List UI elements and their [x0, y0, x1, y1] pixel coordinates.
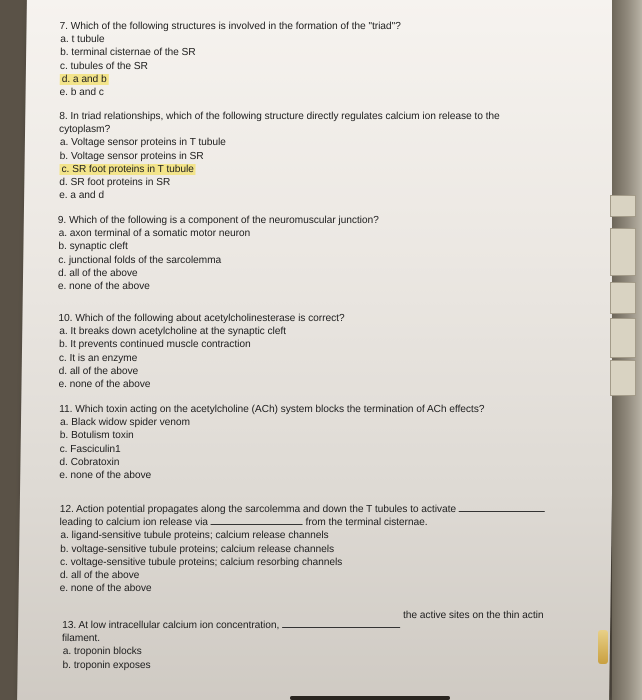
page-tab — [610, 360, 636, 396]
option-c[interactable]: c. junctional folds of the sarcolemma — [58, 254, 222, 266]
option-b[interactable]: b. terminal cisternae of the SR — [60, 47, 196, 59]
option-d[interactable]: d. all of the above — [58, 365, 139, 377]
option-a[interactable]: a. It breaks down acetylcholine at the synaptic cleft — [59, 326, 287, 338]
option-e[interactable]: e. none of the above — [59, 583, 152, 595]
option-a[interactable]: a. Voltage sensor proteins in T tubule — [59, 137, 226, 149]
option-b[interactable]: b. troponin exposes — [62, 659, 151, 671]
option-c[interactable]: c. Fasciculin1 — [59, 443, 121, 455]
question-stem-text: from the terminal cisternae. — [305, 517, 428, 529]
page-tab — [610, 318, 636, 358]
question-stem-text: leading to calcium ion release via — [59, 517, 209, 529]
question-stem-line-2: filament. — [61, 633, 101, 645]
question-11 — [58, 403, 484, 482]
question-stem-text: 13. At low intracellular calcium ion concentration, — [62, 620, 280, 631]
option-c[interactable]: c. tubules of the SR — [59, 60, 148, 72]
option-a[interactable]: a. Black widow spider venom — [59, 417, 191, 429]
question-stem-line-1 — [62, 610, 544, 632]
answer-blank[interactable] — [282, 627, 400, 628]
option-d[interactable]: d. Cobratoxin — [59, 456, 120, 468]
answer-blank-2[interactable] — [211, 524, 303, 525]
question-stem-text: the active sites on the thin actin — [402, 610, 544, 621]
option-d[interactable]: d. all of the above — [57, 267, 138, 279]
question-stem-line-2 — [59, 516, 544, 529]
question-10 — [57, 312, 344, 391]
question-stem: 11. Which toxin acting on the acetylcholine (ACh) system blocks the termination of ACh effects? — [59, 404, 485, 415]
option-b[interactable]: b. It prevents continued muscle contraction — [58, 339, 251, 351]
option-c[interactable]: c. voltage-sensitive tubule proteins; calcium resorbing channels — [59, 556, 343, 568]
question-stem-line-2: cytoplasm? — [58, 124, 111, 136]
option-b[interactable]: b. Botulism toxin — [59, 430, 134, 442]
option-a[interactable]: a. t tubule — [60, 34, 105, 46]
question-9 — [57, 214, 379, 293]
question-12 — [59, 503, 545, 595]
answer-blank-1[interactable] — [459, 511, 545, 512]
option-a[interactable]: a. ligand-sensitive tubule proteins; calcium release channels — [60, 530, 329, 542]
option-b[interactable]: b. voltage-sensitive tubule proteins; calcium release channels — [60, 543, 335, 555]
page-shadow-bar — [290, 696, 450, 700]
option-c-highlighted[interactable]: c. SR foot proteins in T tubule — [61, 163, 194, 175]
question-stem: 9. Which of the following is a component of the neuromuscular junction? — [57, 215, 379, 226]
question-13 — [61, 610, 544, 672]
question-stem-text: 12. Action potential propagates along the sarcolemma and down the T tubules to activate — [59, 504, 457, 515]
option-d[interactable]: d. SR foot proteins in SR — [59, 177, 171, 189]
question-stem-line-1: 8. In triad relationships, which of the following structure directly regulates calcium ion release to the — [59, 111, 500, 122]
option-d[interactable]: d. all of the above — [59, 570, 140, 582]
option-e[interactable]: e. b and c — [59, 87, 104, 99]
page-tab — [610, 195, 636, 217]
question-7 — [59, 20, 401, 99]
option-a[interactable]: a. troponin blocks — [62, 646, 142, 658]
option-e[interactable]: e. none of the above — [59, 470, 152, 482]
option-b[interactable]: b. Voltage sensor proteins in SR — [59, 150, 204, 162]
question-stem: 10. Which of the following about acetylcholinesterase is correct? — [58, 313, 345, 324]
page-tab — [610, 228, 636, 276]
question-8 — [58, 110, 500, 202]
option-e[interactable]: e. none of the above — [58, 379, 151, 391]
question-stem-line-1 — [60, 503, 545, 516]
option-e[interactable]: e. none of the above — [57, 281, 150, 293]
option-d-highlighted[interactable]: d. a and b — [61, 73, 107, 85]
question-stem — [59, 110, 500, 123]
option-b[interactable]: b. synaptic cleft — [58, 241, 128, 253]
question-stem: 7. Which of the following structures is involved in the formation of the "triad"? — [59, 21, 401, 32]
worksheet-page — [17, 0, 619, 700]
option-e[interactable]: e. a and d — [59, 190, 105, 202]
page-tab — [610, 282, 636, 314]
highlighter-pen — [598, 630, 608, 664]
option-c[interactable]: c. It is an enzyme — [58, 352, 138, 364]
option-a[interactable]: a. axon terminal of a somatic motor neuron — [58, 228, 251, 240]
